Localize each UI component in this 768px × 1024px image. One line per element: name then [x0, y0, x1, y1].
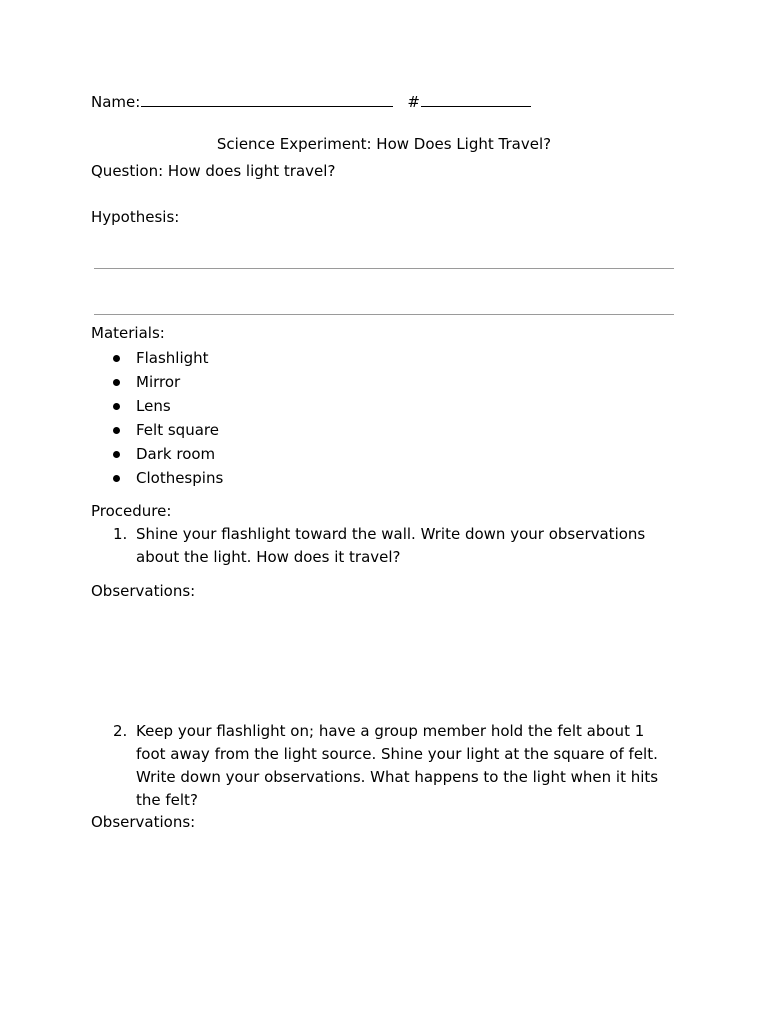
step-text: Shine your flashlight toward the wall. Write down your observations about the light. How does it travel? — [136, 525, 646, 566]
observations-label-1: Observations: — [91, 582, 196, 600]
list-item: Flashlight — [113, 346, 223, 370]
bullet-icon — [113, 403, 120, 410]
observations-label-2: Observations: — [91, 813, 196, 831]
hypothesis-label: Hypothesis: — [91, 208, 180, 226]
bullet-icon — [113, 379, 120, 386]
bullet-icon — [113, 427, 120, 434]
list-item: Clothespins — [113, 466, 223, 490]
procedure-step-1 — [113, 523, 676, 569]
hypothesis-line-2[interactable] — [94, 314, 674, 315]
name-label: Name: — [91, 93, 141, 111]
materials-label: Materials: — [91, 324, 165, 342]
worksheet-title: Science Experiment: How Does Light Travel? — [216, 135, 552, 153]
list-item: Felt square — [113, 418, 223, 442]
bullet-icon — [113, 355, 120, 362]
bullet-icon — [113, 475, 120, 482]
list-item: Mirror — [113, 370, 223, 394]
procedure-step-2 — [113, 720, 676, 812]
number-label: # — [407, 93, 420, 111]
name-blank-field[interactable] — [141, 92, 393, 107]
list-item: Dark room — [113, 442, 223, 466]
bullet-icon — [113, 451, 120, 458]
list-item: Lens — [113, 394, 223, 418]
hypothesis-line-1[interactable] — [94, 268, 674, 269]
step-number: 1. — [113, 525, 128, 543]
name-number-row — [91, 91, 531, 113]
procedure-label: Procedure: — [91, 502, 172, 520]
step-number: 2. — [113, 722, 128, 740]
step-text: Keep your flashlight on; have a group member hold the felt about 1 foot away from the light source. Shine your light at the square of felt. Write down your observations. What happens to the light when it hits the felt? — [136, 722, 659, 809]
materials-list — [113, 346, 223, 490]
question-text: Question: How does light travel? — [91, 162, 336, 180]
number-blank-field[interactable] — [421, 92, 531, 107]
